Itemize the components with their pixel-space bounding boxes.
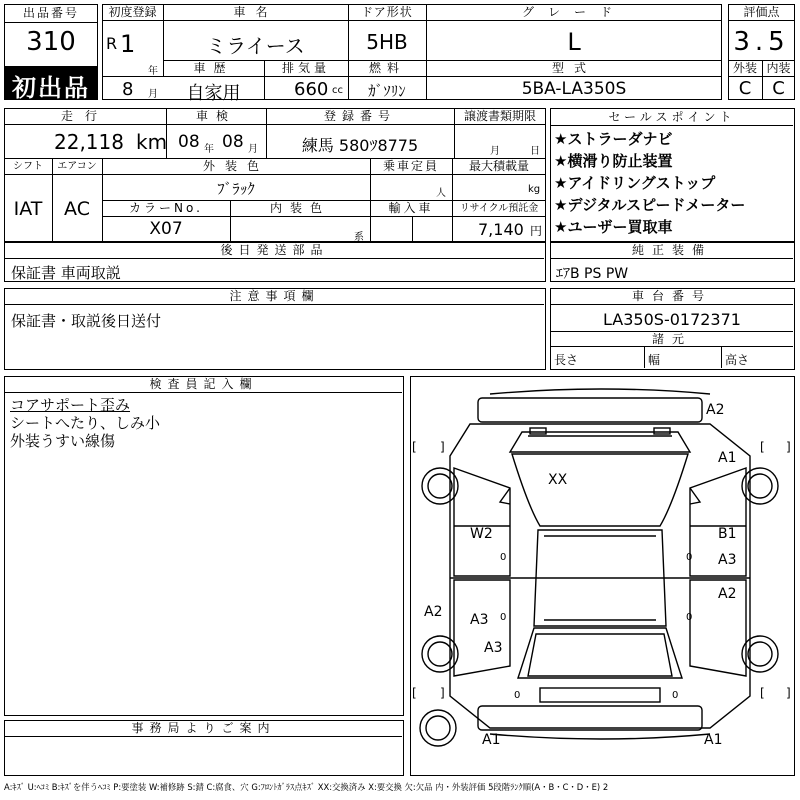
- inspect-month: 08: [222, 132, 244, 152]
- lot-label: 出品番号: [22, 6, 79, 20]
- history-label: 車歴: [193, 61, 234, 75]
- capacity-unit: 人: [436, 188, 446, 199]
- mark-windshield: XX: [548, 472, 568, 488]
- mark-rear-bumper-right: A1: [704, 732, 723, 748]
- mark-left-front-door: W2: [470, 526, 493, 542]
- shift: IAT: [13, 198, 43, 220]
- mark-rear-bumper-left: A1: [482, 732, 501, 748]
- sales-point-item: ★デジタルスピードメーター: [554, 196, 746, 214]
- year-unit: 年: [148, 66, 158, 77]
- office-label: 事務局よりご案内: [131, 721, 276, 735]
- reg-year: 1: [120, 30, 136, 58]
- model-code: 5BA-LA350S: [521, 79, 627, 99]
- capacity-label: 乗車定員: [382, 159, 439, 173]
- chassis: [550, 288, 795, 370]
- sales-point-item: ★ユーザー買取車: [554, 218, 673, 236]
- transfer-month: 月: [490, 146, 500, 157]
- width-label: 幅: [648, 353, 661, 367]
- zero-1: 0: [500, 552, 507, 563]
- sales-point-item: ★横滑り防止装置: [554, 152, 673, 170]
- history: 自家用: [186, 83, 241, 104]
- inspect-month-unit: 月: [248, 144, 258, 155]
- door-type: 5HB: [366, 30, 408, 54]
- bracket-4: ]: [786, 440, 791, 454]
- load-label: 最大積載量: [468, 159, 529, 173]
- bracket-5: [: [412, 686, 417, 700]
- mark-left-rear-door: A3: [470, 612, 489, 628]
- notes-label: 注意事項欄: [229, 289, 320, 303]
- first-listing-label: 初出品: [12, 74, 90, 102]
- zero-5: 0: [514, 690, 521, 701]
- bracket-2: ]: [440, 440, 445, 454]
- mark-left-rear-quarter: A3: [484, 640, 503, 656]
- reg-month: 8: [122, 79, 134, 100]
- zero-3: 0: [500, 612, 507, 623]
- transfer-label: 譲渡書類期限: [463, 109, 536, 123]
- body-color: ﾌﾞﾗｯｸ: [217, 180, 255, 198]
- mileage-unit: km: [136, 130, 168, 154]
- recycle-unit: 円: [530, 224, 543, 238]
- equip-value: ｴｱB PS PW: [556, 266, 629, 282]
- later-parts: [4, 242, 546, 282]
- plate-number: 練馬 580ﾂ8775: [301, 136, 419, 155]
- ext-label: 外装: [732, 61, 757, 75]
- disp-unit: cc: [332, 85, 343, 96]
- reg-label: 初度登録: [108, 5, 157, 19]
- inspector-line-1: コアサポート歪み: [10, 396, 131, 414]
- legend: A:ｷｽﾞ U:ﾍｺﾐ B:ｷｽﾞを伴うﾍｺﾐ P:要塗装 W:補修跡 S:錆 C:腐食、穴 G:ﾌﾛﾝﾄｶﾞﾗｽ点ｷｽﾞ XX:交換済み X:要交換 欠:欠品 内・外装評価 5段階ﾗﾝｸ順(A・B・C・D・E) 2: [4, 782, 609, 792]
- equipment: [550, 242, 795, 282]
- door-label: ドア形状: [361, 5, 413, 19]
- notes: [4, 288, 546, 370]
- lot-number: 310: [26, 27, 76, 57]
- mark-left-rear-fender: A2: [424, 604, 443, 620]
- reg-era: R: [106, 34, 118, 53]
- inspector-label: 検査員記入欄: [149, 377, 258, 391]
- grade-label: グレード: [521, 5, 626, 19]
- inspect-label: 車検: [195, 109, 236, 123]
- inspector-line-2: シートへたり、しみ小: [10, 414, 161, 432]
- month-unit: 月: [148, 89, 158, 100]
- later-value: 保証書 車両取説: [11, 264, 121, 282]
- sales-point-item: ★ストラーダナビ: [554, 130, 673, 148]
- color-label: 外装色: [202, 159, 269, 173]
- later-label: 後日発送部品: [220, 243, 329, 257]
- zero-4: 0: [686, 612, 693, 623]
- transfer-day: 日: [530, 146, 540, 157]
- load-unit: kg: [528, 184, 541, 195]
- office-box: [4, 720, 404, 776]
- car-name: ミライース: [206, 34, 305, 58]
- int-label: 内装: [766, 61, 791, 75]
- mileage-label: 走行: [60, 109, 109, 123]
- bracket-6: ]: [440, 686, 445, 700]
- bracket-8: ]: [786, 686, 791, 700]
- displacement: 660: [294, 79, 329, 100]
- import-label: 輸入車: [388, 201, 434, 215]
- mark-front-bumper: A2: [706, 402, 725, 418]
- sales-list: [554, 128, 794, 238]
- mark-right-rear-door: A2: [718, 586, 737, 602]
- int-rating: C: [772, 78, 785, 99]
- equip-label: 純正装備: [631, 243, 712, 257]
- mark-right-front-door-a: A3: [718, 552, 737, 568]
- bracket-1: [: [412, 440, 417, 454]
- ac: AC: [64, 198, 90, 220]
- chassis-value: LA350S-0172371: [603, 310, 741, 329]
- interior-unit: 系: [354, 232, 364, 243]
- color-no: X07: [149, 219, 183, 239]
- fuel: ｶﾞｿﾘﾝ: [368, 82, 406, 100]
- info-grid: [4, 108, 546, 242]
- ext-rating: C: [738, 78, 752, 99]
- sales-label: セールスポイント: [608, 110, 736, 124]
- dims-label: 諸元: [651, 332, 692, 346]
- interior-label: 内装色: [269, 201, 330, 215]
- recycle-amount: 7,140: [478, 220, 524, 239]
- zero-2: 0: [686, 552, 693, 563]
- mileage: 22,118: [54, 130, 124, 154]
- bracket-7: [: [760, 686, 765, 700]
- color-no-label: カラーNo.: [129, 201, 203, 215]
- sales-point-item: ★アイドリングストップ: [554, 174, 716, 192]
- ac-label: エアコン: [57, 161, 97, 172]
- fuel-label: 燃料: [368, 61, 405, 75]
- mark-right-front-door-b: B1: [718, 526, 737, 542]
- inspect-year: 08: [178, 132, 200, 152]
- disp-label: 排気量: [281, 61, 330, 75]
- inspect-year-unit: 年: [204, 144, 214, 155]
- score-label: 評価点: [743, 5, 780, 19]
- recycle-label: リサイクル預託金: [459, 203, 539, 214]
- chassis-label: 車台番号: [631, 289, 712, 303]
- notes-value: 保証書・取説後日送付: [11, 312, 162, 330]
- grade: L: [567, 28, 581, 56]
- model-label: 型式: [551, 61, 596, 75]
- inspector-line-3: 外装うすい線傷: [10, 432, 116, 450]
- plate-label: 登録番号: [323, 109, 396, 123]
- car-name-label: 車名: [233, 5, 278, 19]
- mark-front-right: A1: [718, 450, 737, 466]
- length-label: 長さ: [554, 353, 579, 367]
- car-outline: [410, 376, 795, 776]
- bracket-3: [: [760, 440, 765, 454]
- zero-6: 0: [672, 690, 679, 701]
- height-label: 高さ: [725, 353, 750, 367]
- shift-label: シフト: [13, 161, 43, 172]
- score: 3.5: [733, 27, 790, 57]
